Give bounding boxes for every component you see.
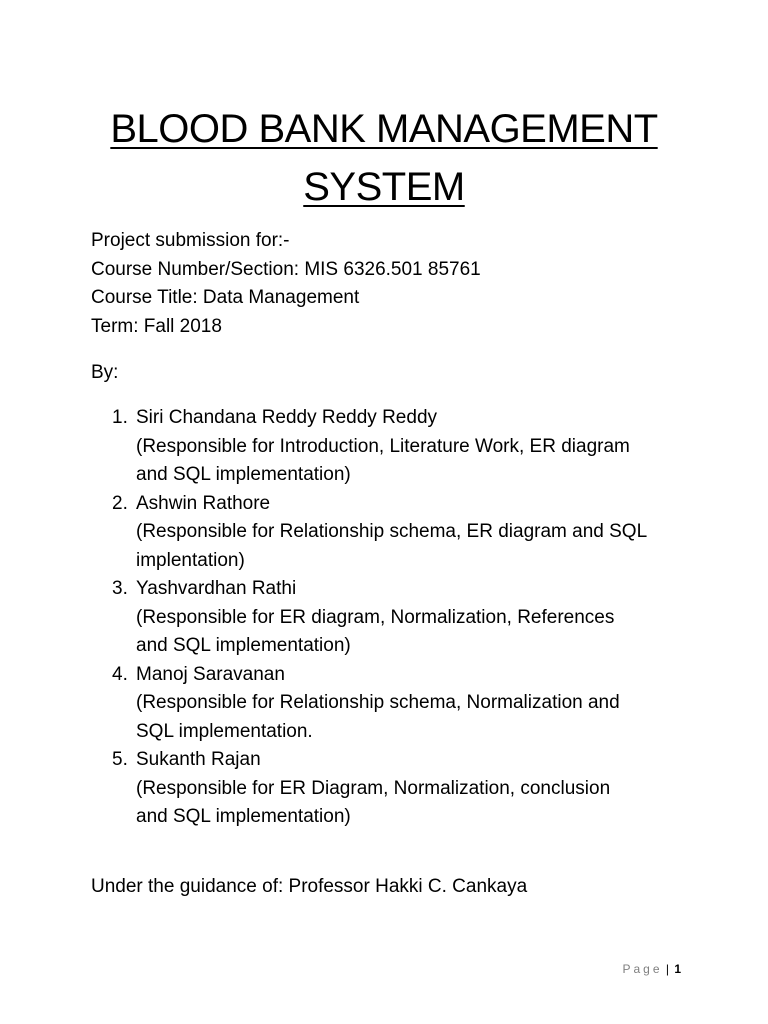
course-number: Course Number/Section: MIS 6326.501 85761 <box>91 258 481 280</box>
list-number: 4. <box>112 663 128 685</box>
member-name: Sukanth Rajan <box>136 749 261 770</box>
list-number: 3. <box>112 578 128 599</box>
member-role-line: (Responsible for ER Diagram, Normalization, conclusion <box>136 777 611 799</box>
title-line-2: SYSTEM <box>303 165 465 209</box>
title-line-1: BLOOD BANK MANAGEMENT <box>110 107 658 151</box>
member-role-line: and SQL implementation) <box>136 464 351 485</box>
member-role-line: implentation) <box>136 549 245 571</box>
member-role-line: (Responsible for Relationship schema, ER diagram and SQL <box>136 521 648 542</box>
course-title: Course Title: Data Management <box>91 287 360 308</box>
page-separator: | <box>665 962 669 976</box>
member-role-line: (Responsible for Relationship schema, Normalization and <box>136 692 620 713</box>
list-number: 2. <box>112 492 128 514</box>
list-item <box>91 575 711 661</box>
by-label: By: <box>91 362 119 383</box>
list-item <box>91 746 711 832</box>
list-number: 5. <box>112 749 128 770</box>
submission-details <box>91 227 481 341</box>
submission-label: Project submission for:- <box>91 230 290 251</box>
member-name: Siri Chandana Reddy Reddy Reddy <box>136 407 438 428</box>
page-footer <box>622 960 681 978</box>
member-name: Manoj Saravanan <box>136 663 285 685</box>
member-name: Yashvardhan Rathi <box>136 578 297 599</box>
member-role-line: (Responsible for ER diagram, Normalization, References <box>136 606 615 628</box>
document-title <box>0 100 768 216</box>
page-number: 1 <box>674 962 681 976</box>
page-word: Page <box>622 962 663 976</box>
list-item <box>91 490 711 576</box>
term: Term: Fall 2018 <box>91 315 222 337</box>
member-name: Ashwin Rathore <box>136 492 271 514</box>
member-role-line: SQL implementation. <box>136 720 313 742</box>
member-list <box>91 404 711 832</box>
list-item <box>91 661 711 747</box>
member-role-line: and SQL implementation) <box>136 635 351 656</box>
guidance-line: Under the guidance of: Professor Hakki C. Cankaya <box>91 876 528 897</box>
member-role-line: (Responsible for Introduction, Literature Work, ER diagram <box>136 435 630 457</box>
member-role-line: and SQL implementation) <box>136 806 351 827</box>
list-number: 1. <box>112 407 128 428</box>
list-item <box>91 404 711 490</box>
